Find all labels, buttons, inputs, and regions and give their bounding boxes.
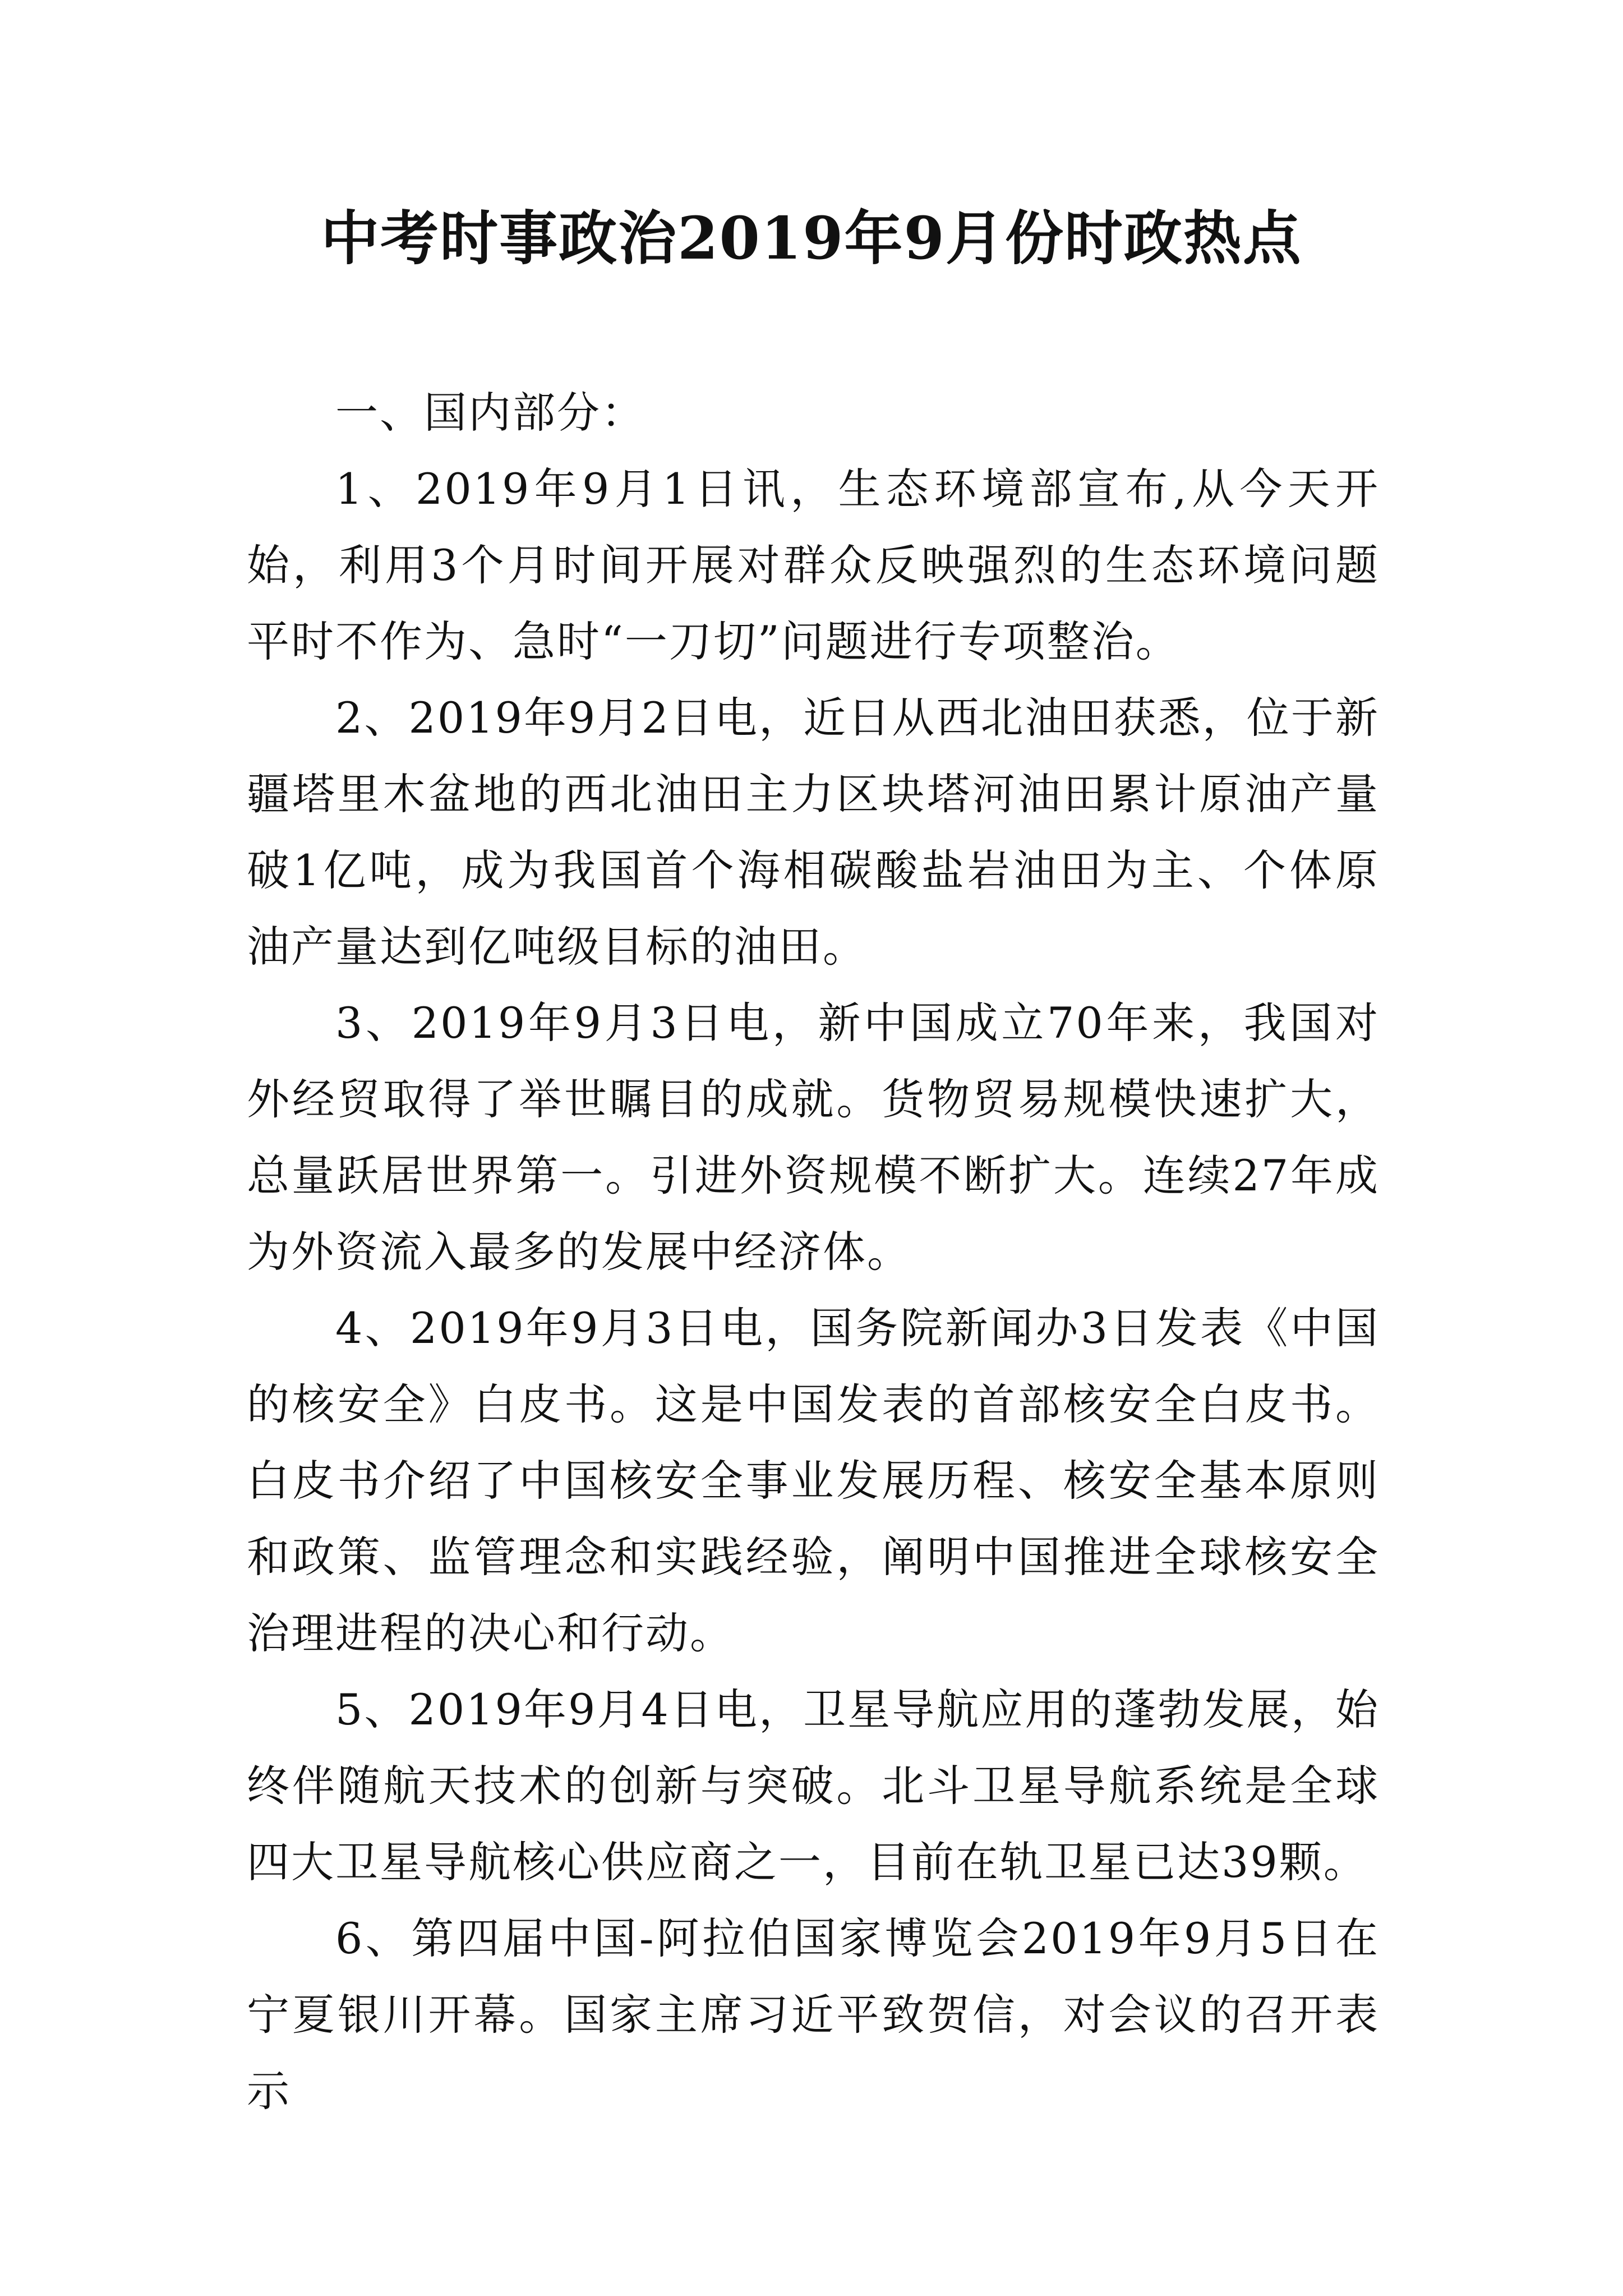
news-item-4: 4、2019年9月3日电，国务院新闻办3日发表《中国的核安全》白皮书。这是中国发表的首部核安全白皮书。白皮书介绍了中国核安全事业发展历程、核安全基本原则和政策、监管理念和实践经验，阐明中国推进全球核安全治理进程的决心和行动。 <box>247 1303 1380 1658</box>
news-item-6: 6、第四届中国-阿拉伯国家博览会2019年9月5日在宁夏银川开幕。国家主席习近平致贺信，对会议的召开表示 <box>247 1913 1380 2116</box>
section-heading: 一、国内部分： <box>335 388 645 438</box>
news-item-5: 5、2019年9月4日电，卫星导航应用的蓬勃发展，始终伴随航天技术的创新与突破。北斗卫星导航系统是全球四大卫星导航核心供应商之一，目前在轨卫星已达39颗。 <box>247 1685 1380 1887</box>
news-item-3: 3、2019年9月3日电，新中国成立70年来，我国对外经贸取得了举世瞩目的成就。货物贸易规模快速扩大，总量跃居世界第一。引进外资规模不断扩大。连续27年成为外资流入最多的发展中经济体。 <box>247 998 1380 1277</box>
news-item-1: 1、2019年9月1日讯，生态环境部宣布,从今天开始，利用3个月时间开展对群众反映强烈的生态环境问题平时不作为、急时“一刀切”问题进行专项整治。 <box>247 464 1380 666</box>
news-item-2: 2、2019年9月2日电，近日从西北油田获悉，位于新疆塔里木盆地的西北油田主力区块塔河油田累计原油产量破1亿吨，成为我国首个海相碳酸盐岩油田为主、个体原油产量达到亿吨级目标的油田。 <box>247 693 1380 972</box>
document-title: 中考时事政治2019年9月份时政热点 <box>321 204 1302 273</box>
document-body <box>247 375 1380 2129</box>
